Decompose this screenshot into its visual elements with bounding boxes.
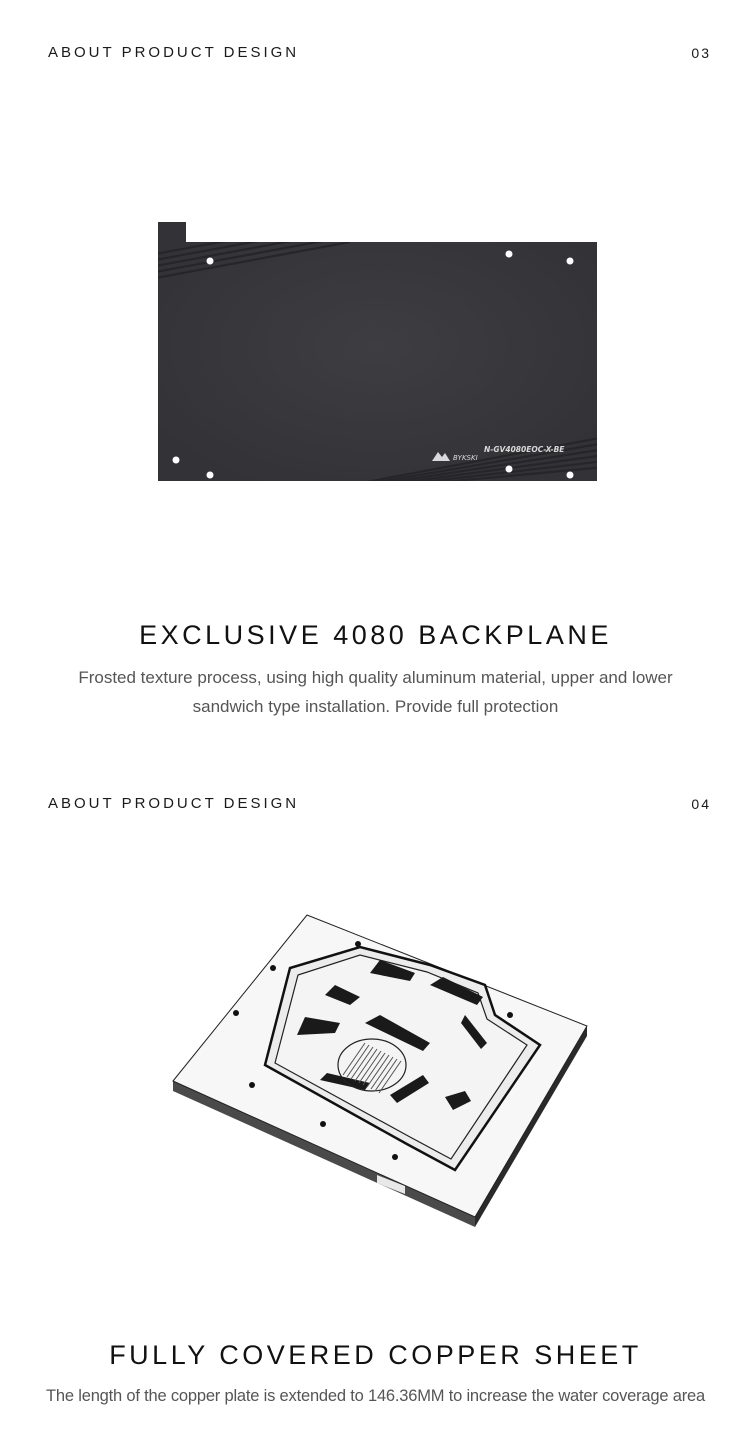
mount-hole <box>233 1010 239 1016</box>
section-header-label: ABOUT PRODUCT DESIGN <box>48 795 300 812</box>
section-description-03-line2: sandwich type installation. Provide full protection <box>192 697 559 716</box>
mount-hole <box>507 1012 513 1018</box>
mount-hole <box>320 1121 326 1127</box>
screw-hole <box>506 251 513 258</box>
section-title-04: FULLY COVERED COPPER SHEET <box>109 1340 642 1370</box>
section-number: 03 <box>691 44 711 61</box>
screw-hole <box>173 457 180 464</box>
mount-hole <box>355 941 361 947</box>
screw-hole <box>207 258 214 265</box>
mount-hole <box>392 1154 398 1160</box>
model-text: N-GV4080EOC-X-BE <box>484 445 565 454</box>
screw-hole <box>506 466 513 473</box>
mount-hole <box>249 1082 255 1088</box>
screw-hole <box>567 258 574 265</box>
screw-hole <box>207 472 214 479</box>
copper-plate-image <box>165 905 595 1235</box>
section-title-03: EXCLUSIVE 4080 BACKPLANE <box>139 620 612 650</box>
section-description-03-line1: Frosted texture process, using high quality aluminum material, upper and lower <box>78 668 673 687</box>
section-header-03 <box>48 44 711 61</box>
brand-logo-text: BYKSKI <box>453 454 478 462</box>
section-header-04 <box>48 795 711 812</box>
section-number: 04 <box>691 795 711 812</box>
mount-hole <box>270 965 276 971</box>
backplate-body <box>158 222 597 481</box>
screw-hole <box>567 472 574 479</box>
section-description-04: The length of the copper plate is extended to 146.36MM to increase the water coverage area <box>46 1387 705 1405</box>
backplane-image <box>150 215 605 490</box>
section-header-label: ABOUT PRODUCT DESIGN <box>48 44 300 61</box>
